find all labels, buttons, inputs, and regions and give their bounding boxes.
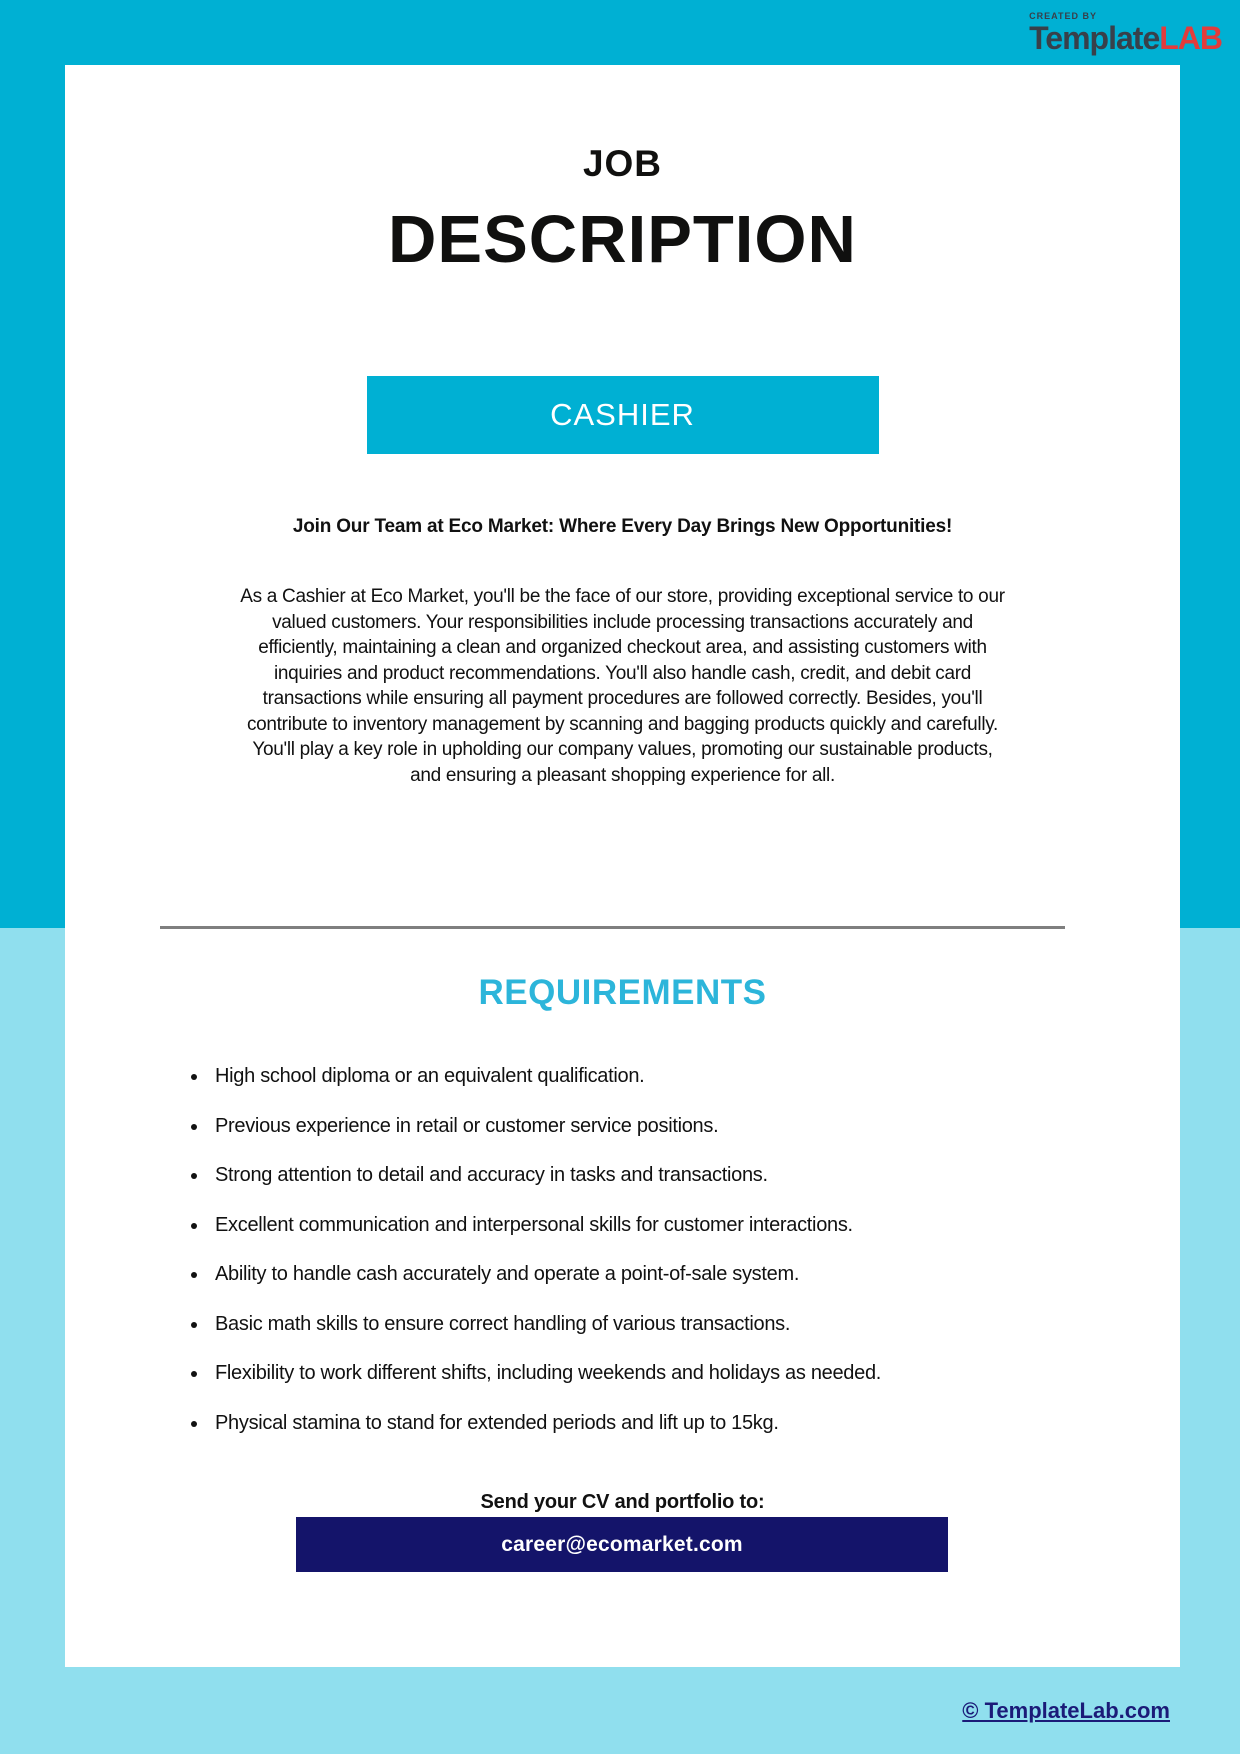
requirement-item: • Excellent communication and interpersonal skills for customer interactions.	[209, 1214, 1109, 1237]
requirement-item: • Flexibility to work different shifts, including weekends and holidays as needed.	[209, 1362, 1109, 1385]
application-email[interactable]: career@ecomarket.com	[501, 1532, 743, 1556]
requirements-list	[187, 1065, 1109, 1461]
requirements-heading: REQUIREMENTS	[478, 973, 767, 1012]
templatelab-logo	[1029, 12, 1222, 54]
job-description-paragraph: As a Cashier at Eco Market, you'll be the face of our store, providing exceptional service to our valued customers. Your responsibilities include processing transactions accurately and efficiently, maintaining a clean and organized checkout area, and assisting customers with inquiries and product recommendations. You'll also handle cash, credit, and debit card transactions while ensuring all payment procedures are followed correctly. Besides, you'll contribute to inventory management by scanning and bagging products quickly and carefully. You'll play a key role in upholding our company values, promoting our sustainable products, and ensuring a pleasant shopping experience for all.	[240, 586, 1005, 786]
position-label: CASHIER	[550, 397, 695, 432]
templatelab-copyright-link[interactable]: © TemplateLab.com	[962, 1698, 1170, 1723]
logo-created-by-text: CREATED BY	[1029, 11, 1097, 21]
requirement-item: • High school diploma or an equivalent qualification.	[209, 1065, 1109, 1088]
requirement-item: • Physical stamina to stand for extended periods and lift up to 15kg.	[209, 1412, 1109, 1435]
apply-instruction-label: Send your CV and portfolio to:	[480, 1491, 765, 1513]
logo-wordmark	[1029, 20, 1222, 56]
email-banner	[296, 1517, 948, 1572]
logo-template-text: Template	[1029, 20, 1160, 56]
requirement-item: • Strong attention to detail and accuracy in tasks and transactions.	[209, 1164, 1109, 1187]
title-description: DESCRIPTION	[388, 202, 857, 277]
logo-lab-text: LAB	[1159, 20, 1222, 56]
document-card	[65, 65, 1180, 1667]
title-job: JOB	[582, 143, 663, 184]
requirement-item: • Previous experience in retail or customer service positions.	[209, 1115, 1109, 1138]
intro-tagline: Join Our Team at Eco Market: Where Every Day Brings New Opportunities!	[292, 516, 953, 537]
position-banner	[367, 376, 879, 454]
requirement-item: • Ability to handle cash accurately and operate a point-of-sale system.	[209, 1263, 1109, 1286]
section-divider	[160, 926, 1065, 929]
requirement-item: • Basic math skills to ensure correct handling of various transactions.	[209, 1313, 1109, 1336]
